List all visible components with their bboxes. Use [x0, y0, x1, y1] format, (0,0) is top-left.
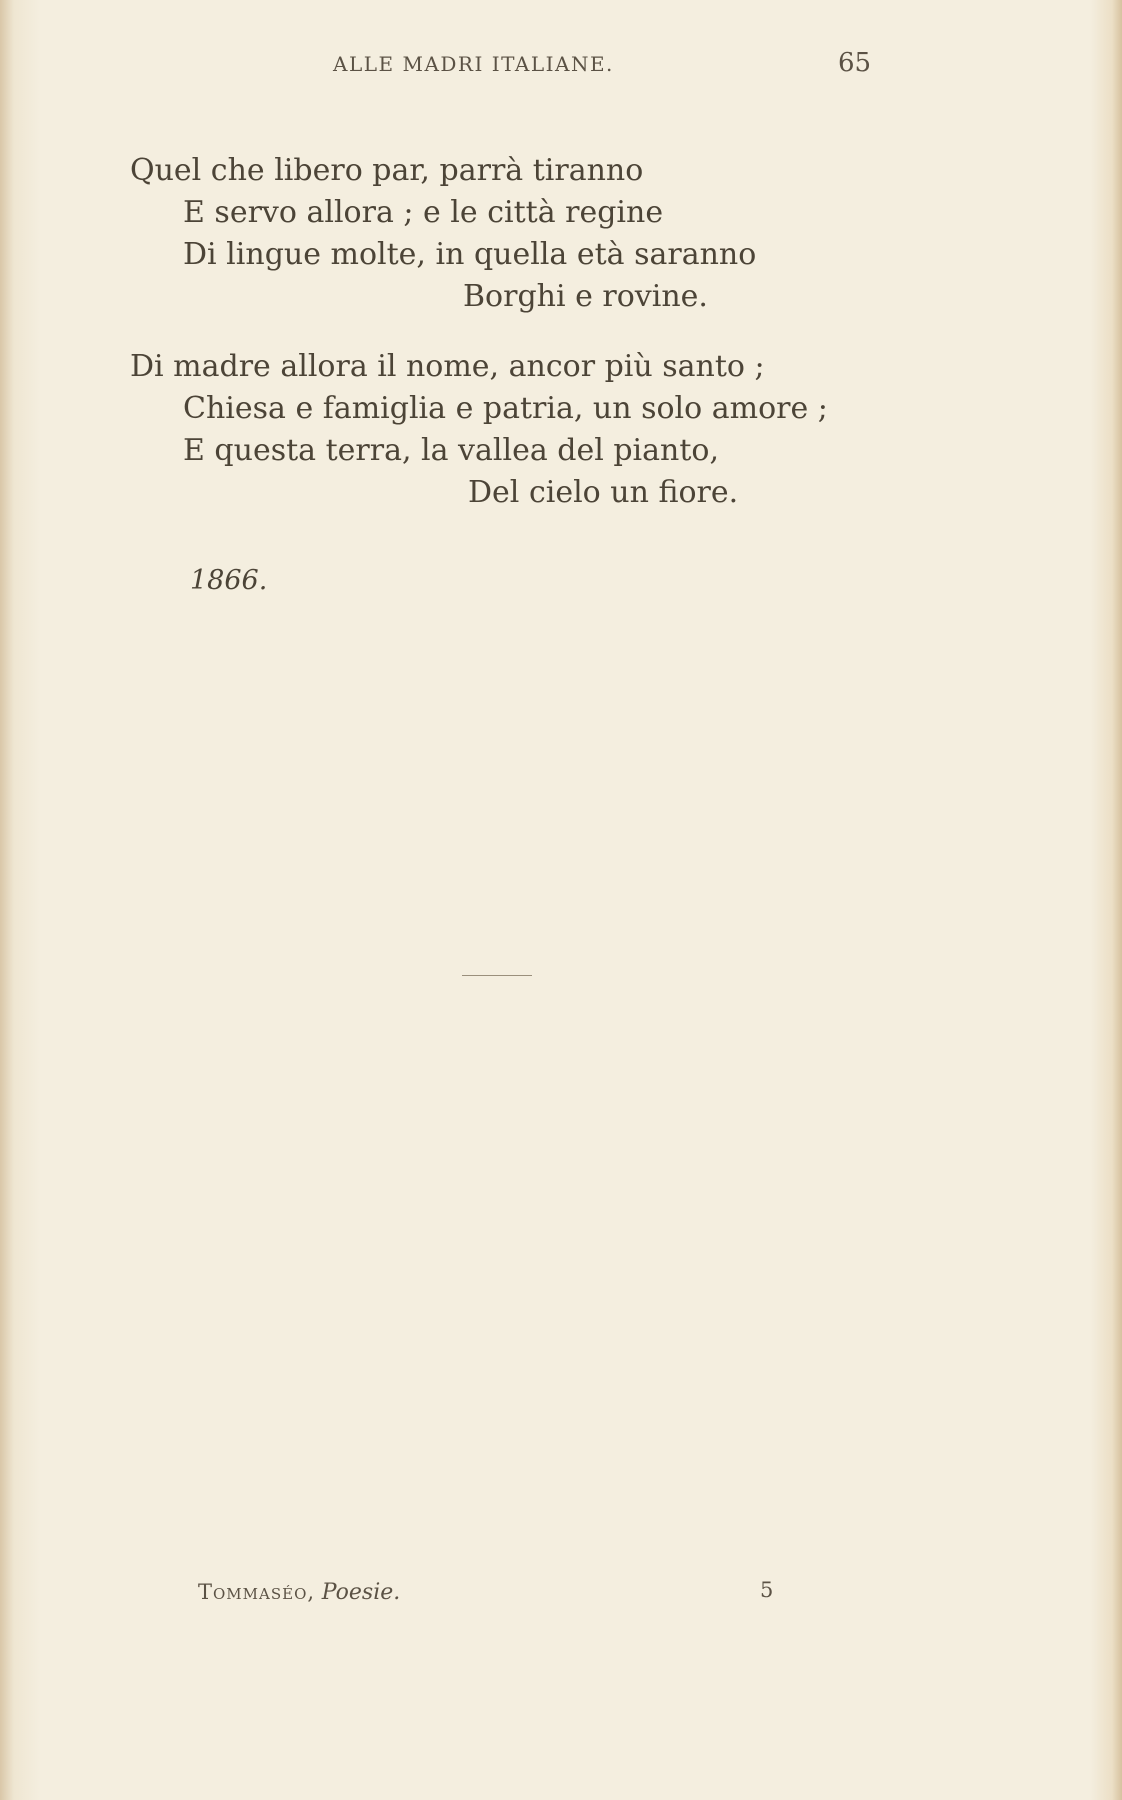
verse-line: Di lingue molte, in quella età saranno [183, 237, 757, 272]
verse-line: Quel che libero par, parrà tiranno [130, 153, 644, 188]
printer-signature-mark: 5 [760, 1578, 774, 1602]
footer-work-title: Poesie. [321, 1580, 401, 1605]
footer-signature-line [198, 1580, 400, 1605]
verse-line-short: Borghi e rovine. [463, 279, 708, 314]
verse-line: E questa terra, la vallea del pianto, [183, 433, 720, 468]
running-head-title: ALLE MADRI ITALIANE. [333, 52, 614, 76]
footer-author: Tommaséo, [198, 1580, 316, 1604]
poem-date: 1866. [190, 565, 268, 596]
poem-body [0, 150, 1122, 542]
verse-line: Chiesa e famiglia e patria, un solo amore ; [183, 391, 828, 426]
verse-line: E servo allora ; e le città regine [183, 195, 664, 230]
stanza-2 [0, 346, 1122, 514]
section-divider-rule [462, 975, 532, 976]
verse-line: Di madre allora il nome, ancor più santo ; [130, 349, 765, 384]
verse-line-short: Del cielo un fiore. [468, 475, 739, 510]
page-number: 65 [838, 48, 872, 78]
stanza-1 [0, 150, 1122, 318]
